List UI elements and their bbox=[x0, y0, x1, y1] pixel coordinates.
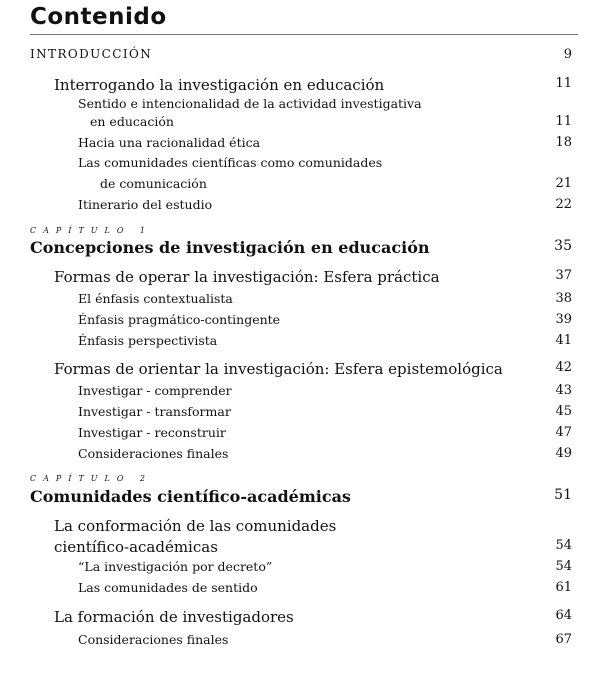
toc-entry-formacion bbox=[0, 608, 600, 628]
toc-entry-consideraciones-2 bbox=[0, 632, 600, 652]
toc-chapter-1-title bbox=[0, 238, 600, 258]
toc-page-number: 42 bbox=[555, 360, 572, 375]
toc-entry-conformacion bbox=[0, 517, 600, 537]
toc-entry-introduccion bbox=[0, 47, 600, 67]
toc-entry-text: Énfasis perspectivista bbox=[78, 333, 218, 348]
toc-page-number: 21 bbox=[555, 176, 572, 191]
toc-entry-decreto bbox=[0, 559, 600, 579]
toc-entry-sentido-cont bbox=[0, 114, 600, 134]
toc-chapter-2-title bbox=[0, 487, 600, 507]
toc-entry-text: Sentido e intencionalidad de la actividad investigativa bbox=[78, 96, 422, 111]
chapter-label-1: CAPÍTULO 1 bbox=[30, 226, 153, 235]
toc-page-number: 39 bbox=[555, 312, 572, 327]
toc-page-number: 18 bbox=[555, 135, 572, 150]
toc-entry-comunidades bbox=[0, 155, 600, 175]
toc-entry-sentido bbox=[0, 96, 600, 116]
toc-entry-text: Formas de orientar la investigación: Esfera epistemológica bbox=[54, 360, 503, 378]
toc-entry-text: “La investigación por decreto” bbox=[78, 559, 273, 574]
toc-entry-contextualista bbox=[0, 291, 600, 311]
toc-entry-text: en educación bbox=[90, 114, 174, 129]
toc-entry-text: Itinerario del estudio bbox=[78, 197, 213, 212]
toc-page-number: 49 bbox=[555, 446, 572, 461]
toc-entry-text: científico-académicas bbox=[54, 538, 218, 556]
toc-entry-perspectivista bbox=[0, 333, 600, 353]
toc-entry-pragmatico bbox=[0, 312, 600, 332]
toc-entry-text: La conformación de las comunidades bbox=[54, 517, 337, 535]
chapter-label-2: CAPÍTULO 2 bbox=[30, 474, 153, 483]
toc-entry-text: Investigar - comprender bbox=[78, 383, 232, 398]
toc-page-number: 47 bbox=[555, 425, 572, 440]
toc-entry-comunicacion bbox=[0, 176, 600, 196]
toc-entry-text: Interrogando la investigación en educación bbox=[54, 76, 385, 94]
toc-entry-esfera-practica bbox=[0, 268, 600, 288]
toc-entry-text: Formas de operar la investigación: Esfera práctica bbox=[54, 268, 440, 286]
toc-entry-text: Concepciones de investigación en educación bbox=[30, 238, 430, 257]
toc-page-number: 54 bbox=[555, 559, 572, 574]
toc-entry-text: INTRODUCCIÓN bbox=[30, 47, 153, 61]
toc-entry-conformacion-cont bbox=[0, 538, 600, 558]
toc-entry-text: Consideraciones finales bbox=[78, 632, 229, 647]
toc-entry-text: Hacia una racionalidad ética bbox=[78, 135, 261, 150]
toc-page-number: 54 bbox=[555, 538, 572, 553]
toc-page-number: 35 bbox=[554, 238, 572, 254]
toc-page-number: 22 bbox=[555, 197, 572, 212]
toc-entry-text: Las comunidades científicas como comunidades bbox=[78, 155, 383, 170]
toc-page-number: 9 bbox=[563, 47, 572, 62]
toc-page-number: 43 bbox=[555, 383, 572, 398]
toc-entry-consideraciones-1 bbox=[0, 446, 600, 466]
toc-page-number: 67 bbox=[555, 632, 572, 647]
toc-page-number: 11 bbox=[555, 76, 572, 91]
toc-entry-esfera-epistemologica bbox=[0, 360, 600, 380]
toc-entry-text: La formación de investigadores bbox=[54, 608, 294, 626]
toc-entry-text: Consideraciones finales bbox=[78, 446, 229, 461]
toc-entry-racionalidad bbox=[0, 135, 600, 155]
toc-entry-text: Investigar - reconstruir bbox=[78, 425, 226, 440]
toc-entry-interrogando bbox=[0, 76, 600, 96]
title-divider bbox=[30, 34, 578, 35]
toc-entry-itinerario bbox=[0, 197, 600, 217]
toc-page-number: 37 bbox=[555, 268, 572, 283]
toc-page-number: 11 bbox=[555, 114, 572, 129]
toc-entry-text: Investigar - transformar bbox=[78, 404, 231, 419]
toc-entry-text: de comunicación bbox=[100, 176, 207, 191]
page-title: Contenido bbox=[30, 4, 167, 30]
toc-entry-transformar bbox=[0, 404, 600, 424]
toc-page-number: 38 bbox=[555, 291, 572, 306]
toc-entry-text: El énfasis contextualista bbox=[78, 291, 233, 306]
toc-page-number: 41 bbox=[555, 333, 572, 348]
toc-page-number: 64 bbox=[555, 608, 572, 623]
toc-entry-text: Las comunidades de sentido bbox=[78, 580, 258, 595]
toc-entry-comunidades-sentido bbox=[0, 580, 600, 600]
toc-page-number: 61 bbox=[555, 580, 572, 595]
toc-entry-comprender bbox=[0, 383, 600, 403]
toc-entry-reconstruir bbox=[0, 425, 600, 445]
toc-entry-text: Comunidades científico-académicas bbox=[30, 487, 351, 506]
toc-page-number: 51 bbox=[554, 487, 572, 503]
toc-page-number: 45 bbox=[555, 404, 572, 419]
toc-entry-text: Énfasis pragmático-contingente bbox=[78, 312, 281, 327]
